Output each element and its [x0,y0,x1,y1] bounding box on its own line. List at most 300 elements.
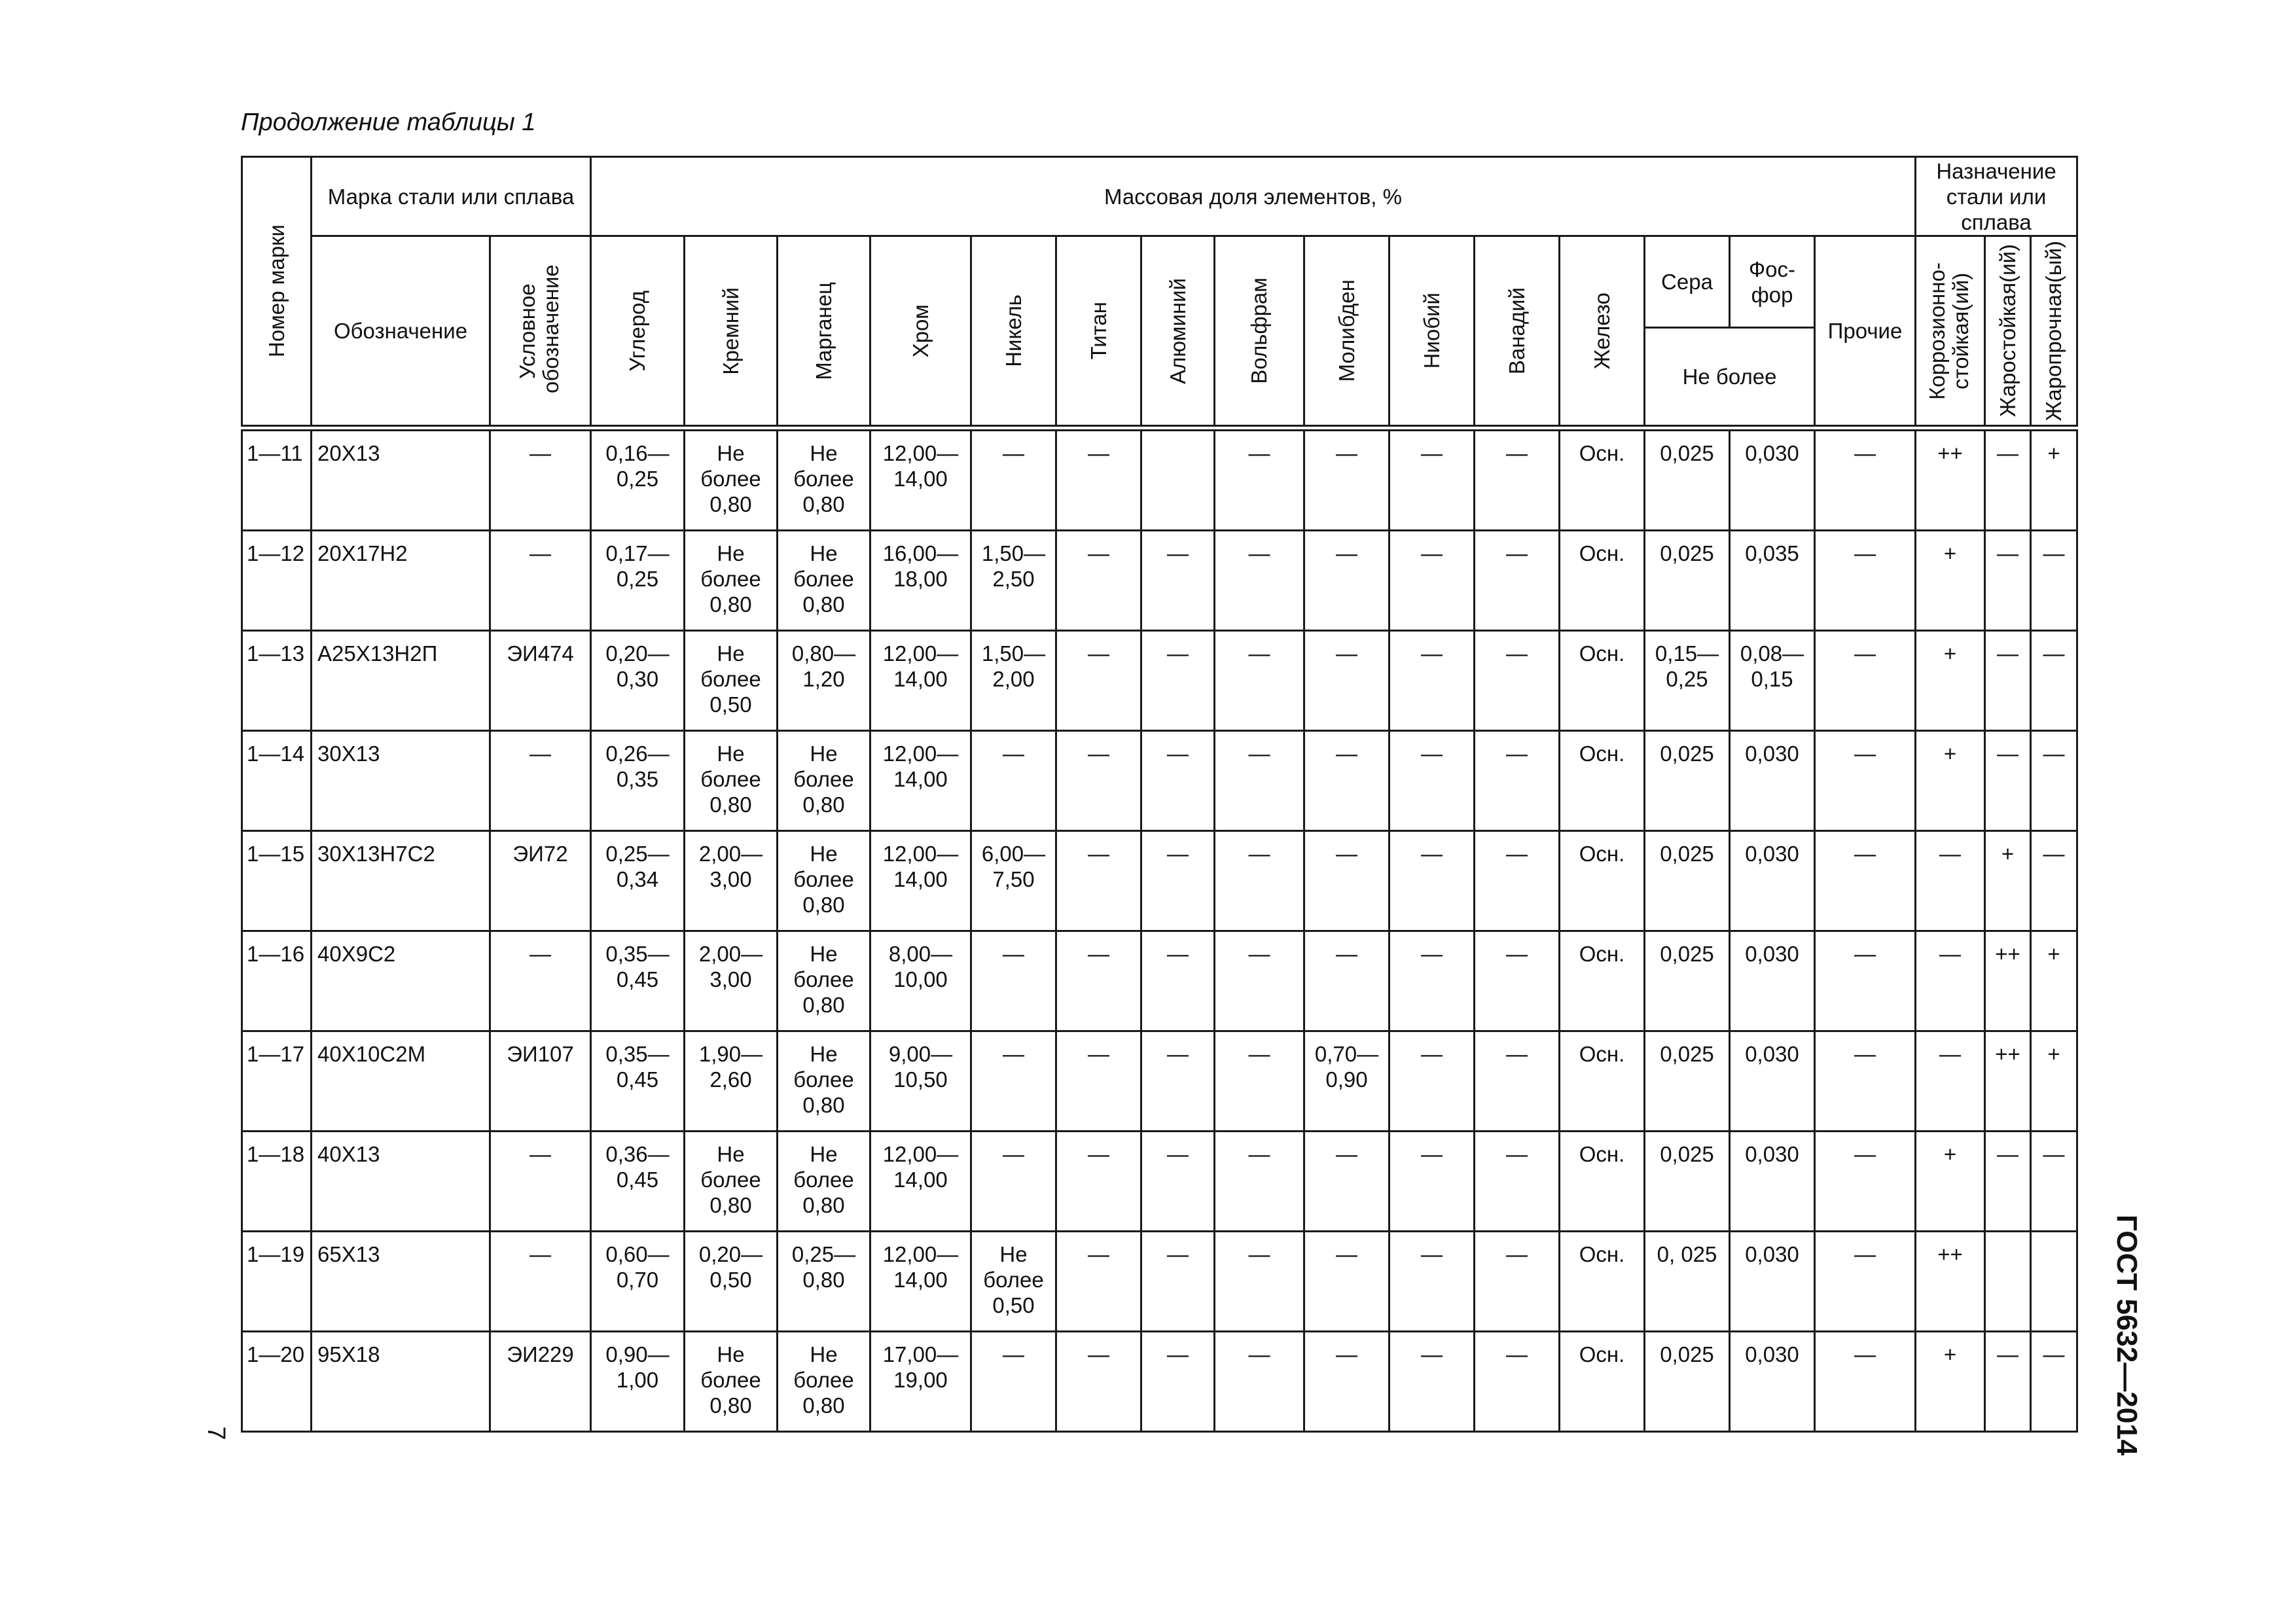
cell-iron: Осн. [1560,531,1645,631]
cell-nickel-line: 7,50 [992,867,1035,891]
cell-chromium-line: 12,00— [882,1142,959,1166]
cell-carbon-line: 0,45 [616,967,659,991]
cell-silicon [685,731,778,831]
cell-silicon-line: 0,80 [709,1393,752,1418]
cell-carbon-line: 0,70 [616,1268,659,1292]
cell-silicon-line: 0,80 [709,592,752,616]
cell-nickel [971,831,1056,931]
cell-silicon-line: более [700,667,761,691]
cell-carbon [591,1232,685,1332]
cell-aluminium: — [1141,931,1215,1031]
cell-molybdenum: — [1304,631,1390,731]
cell-tungsten: — [1215,1031,1304,1132]
cell-niobium: — [1390,1332,1475,1432]
cell-corrosion: — [1916,931,1985,1031]
cell-carbon [591,931,685,1031]
cell-tungsten: — [1215,431,1304,531]
cell-niobium: — [1390,1132,1475,1232]
cell-tungsten: — [1215,831,1304,931]
cell-titanium: — [1056,531,1141,631]
cell-conventional: ЭИ474 [490,631,591,731]
cell-tungsten: — [1215,1132,1304,1232]
cell-niobium: — [1390,631,1475,731]
cell-manganese-line: Не [810,441,838,465]
cell-corrosion: + [1916,1332,1985,1432]
cell-nickel [971,531,1056,631]
cell-molybdenum-line: 0,90 [1325,1067,1368,1092]
cell-other: — [1815,831,1916,931]
cell-manganese-line: более [793,867,854,891]
cell-other: — [1815,631,1916,731]
cell-phosphorus [1730,1132,1815,1232]
cell-chromium [870,1031,971,1132]
cell-aluminium [1141,431,1215,531]
cell-chromium [870,931,971,1031]
cell-tungsten: — [1215,1232,1304,1332]
header-chromium: Хром [870,236,971,426]
header-purpose: Назначение стали или сплава [1916,157,2077,236]
cell-phosphorus-line: 0,030 [1745,1042,1799,1066]
header-heat-resistant: Жаростойкая(ий) [1985,236,2031,426]
cell-manganese-line: Не [810,942,838,966]
cell-heat-strong: — [2031,731,2077,831]
cell-nickel-line: 1,50— [981,541,1046,565]
cell-molybdenum: — [1304,1332,1390,1432]
cell-heat-strong: + [2031,1031,2077,1132]
cell-carbon-line: 0,17— [605,541,670,565]
cell-carbon-line: 0,60— [605,1242,670,1266]
cell-silicon-line: 3,00 [709,967,752,991]
header-nickel: Никель [971,236,1056,426]
cell-niobium: — [1390,1232,1475,1332]
header-phosphorus: Фос-фор [1730,236,1815,328]
cell-aluminium: — [1141,731,1215,831]
cell-conventional: — [490,1232,591,1332]
cell-sulfur [1645,931,1730,1031]
cell-carbon-line: 1,00 [616,1368,659,1392]
cell-phosphorus-line: 0,030 [1745,741,1799,766]
cell-conventional: — [490,531,591,631]
cell-other: — [1815,531,1916,631]
header-manganese: Марганец [778,236,870,426]
cell-iron: Осн. [1560,731,1645,831]
cell-carbon-line: 0,25 [616,567,659,591]
header-niobium: Ниобий [1390,236,1475,426]
cell-nickel-line: 1,50— [981,641,1046,666]
cell-phosphorus [1730,831,1815,931]
cell-manganese-line: 0,80 [802,492,845,516]
header-vanadium: Ванадий [1475,236,1560,426]
cell-designation: 30Х13 [312,731,490,831]
cell-chromium-line: 8,00— [888,942,953,966]
cell-manganese [778,431,870,531]
cell-conventional: — [490,1132,591,1232]
cell-nickel-line: 6,00— [981,842,1046,866]
cell-corrosion: + [1916,731,1985,831]
cell-manganese-line: 0,80 [802,1193,845,1217]
cell-designation: 40Х13 [312,1132,490,1232]
cell-nickel [971,1232,1056,1332]
cell-number: 1—17 [242,1031,312,1132]
cell-heat-resistant: — [1985,1132,2031,1232]
cell-carbon [591,731,685,831]
cell-vanadium: — [1475,431,1560,531]
cell-vanadium: — [1475,1332,1560,1432]
cell-manganese [778,1031,870,1132]
header-designation: Обозначение [312,236,490,426]
cell-designation: 20Х17Н2 [312,531,490,631]
cell-manganese-line: Не [810,842,838,866]
cell-conventional: — [490,731,591,831]
cell-manganese-line: 0,25— [791,1242,856,1266]
table-row [242,1132,2077,1232]
cell-sulfur-line: 0,025 [1660,842,1714,866]
cell-number: 1—19 [242,1232,312,1332]
cell-heat-strong: + [2031,931,2077,1031]
cell-other: — [1815,1232,1916,1332]
cell-chromium-line: 14,00 [893,1168,948,1192]
cell-chromium-line: 14,00 [893,767,948,791]
cell-titanium: — [1056,831,1141,931]
cell-silicon-line: 0,50 [709,692,752,717]
cell-corrosion: — [1916,1031,1985,1132]
cell-silicon-line: 1,90— [698,1042,763,1066]
cell-sulfur-line: 0,025 [1660,1342,1714,1366]
cell-iron: Осн. [1560,1031,1645,1132]
cell-designation: 95Х18 [312,1332,490,1432]
cell-carbon [591,631,685,731]
cell-aluminium: — [1141,1031,1215,1132]
cell-phosphorus-line: 0,030 [1745,842,1799,866]
cell-phosphorus-line: 0,08— [1740,641,1804,666]
cell-carbon-line: 0,35 [616,767,659,791]
cell-chromium-line: 10,50 [893,1067,948,1092]
cell-silicon-line: Не [717,641,745,666]
cell-iron: Осн. [1560,831,1645,931]
cell-chromium-line: 14,00 [893,467,948,491]
cell-carbon [591,831,685,931]
header-carbon: Углерод [591,236,685,426]
table-row [242,731,2077,831]
cell-heat-resistant: — [1985,531,2031,631]
cell-silicon [685,1332,778,1432]
cell-nickel-line: — [1003,1142,1024,1166]
cell-nickel-line: — [1003,441,1024,465]
cell-silicon-line: 0,80 [709,492,752,516]
cell-manganese [778,1332,870,1432]
cell-silicon-line: Не [717,441,745,465]
cell-phosphorus-line: 0,15 [1751,667,1793,691]
cell-heat-strong: — [2031,531,2077,631]
cell-sulfur-line: 0,025 [1660,741,1714,766]
cell-silicon-line: Не [717,741,745,766]
cell-niobium: — [1390,1031,1475,1132]
cell-heat-resistant: + [1985,831,2031,931]
cell-chromium [870,531,971,631]
cell-nickel-line: 2,00 [992,667,1035,691]
cell-heat-strong: — [2031,631,2077,731]
cell-chromium-line: 14,00 [893,667,948,691]
cell-nickel [971,931,1056,1031]
cell-carbon-line: 0,20— [605,641,670,666]
cell-molybdenum: — [1304,1232,1390,1332]
cell-vanadium: — [1475,1031,1560,1132]
cell-silicon [685,1232,778,1332]
cell-corrosion: ++ [1916,1232,1985,1332]
cell-chromium-line: 16,00— [882,541,959,565]
cell-nickel [971,631,1056,731]
cell-nickel-line: — [1003,741,1024,766]
cell-aluminium: — [1141,1132,1215,1232]
cell-molybdenum: — [1304,1132,1390,1232]
cell-chromium-line: 12,00— [882,842,959,866]
cell-designation: 65Х13 [312,1232,490,1332]
cell-phosphorus-line: 0,035 [1745,541,1799,565]
cell-manganese [778,931,870,1031]
cell-other: — [1815,731,1916,831]
cell-carbon-line: 0,35— [605,1042,670,1066]
cell-sulfur-line: 0,025 [1660,1042,1714,1066]
cell-designation: А25Х13Н2П [312,631,490,731]
cell-silicon [685,431,778,531]
cell-corrosion: + [1916,631,1985,731]
header-not-more: Не более [1645,328,1815,426]
cell-corrosion: — [1916,831,1985,931]
cell-molybdenum: — [1304,931,1390,1031]
cell-silicon-line: Не [717,1142,745,1166]
cell-titanium: — [1056,431,1141,531]
cell-vanadium: — [1475,731,1560,831]
cell-number: 1—20 [242,1332,312,1432]
cell-vanadium: — [1475,631,1560,731]
cell-number: 1—18 [242,1132,312,1232]
cell-conventional: ЭИ107 [490,1031,591,1132]
cell-chromium-line: 14,00 [893,1268,948,1292]
table-header [242,157,2077,426]
cell-manganese-line: 0,80— [791,641,856,666]
cell-carbon [591,1332,685,1432]
header-titanium: Титан [1056,236,1141,426]
cell-corrosion: + [1916,1132,1985,1232]
cell-aluminium: — [1141,1332,1215,1432]
cell-number: 1—13 [242,631,312,731]
cell-chromium [870,1132,971,1232]
cell-phosphorus [1730,931,1815,1031]
cell-vanadium: — [1475,531,1560,631]
cell-other: — [1815,1332,1916,1432]
cell-sulfur [1645,1031,1730,1132]
cell-silicon-line: более [700,1168,761,1192]
cell-phosphorus-line: 0,030 [1745,1242,1799,1266]
cell-manganese-line: 0,80 [802,793,845,817]
cell-sulfur [1645,831,1730,931]
cell-number: 1—15 [242,831,312,931]
document-code: ГОСТ 5632—2014 [2111,1214,2143,1456]
cell-vanadium: — [1475,831,1560,931]
cell-manganese-line: 1,20 [802,667,845,691]
cell-designation: 20Х13 [312,431,490,531]
cell-titanium: — [1056,631,1141,731]
cell-chromium-line: 12,00— [882,741,959,766]
cell-manganese-line: Не [810,1342,838,1366]
table-row [242,831,2077,931]
cell-molybdenum: — [1304,431,1390,531]
cell-molybdenum-line: 0,70— [1314,1042,1379,1066]
cell-silicon-line: 0,50 [709,1268,752,1292]
cell-phosphorus-line: 0,030 [1745,1142,1799,1166]
cell-chromium [870,731,971,831]
cell-tungsten: — [1215,931,1304,1031]
cell-number: 1—12 [242,531,312,631]
cell-silicon-line: 2,00— [698,842,763,866]
cell-phosphorus-line: 0,030 [1745,441,1799,465]
table-row [242,931,2077,1031]
cell-phosphorus-line: 0,030 [1745,942,1799,966]
cell-sulfur [1645,631,1730,731]
header-heat-strong: Жаропрочная(ый) [2031,236,2077,426]
cell-heat-strong: — [2031,831,2077,931]
cell-heat-resistant [1985,1232,2031,1332]
cell-corrosion: + [1916,531,1985,631]
cell-manganese-line: более [793,767,854,791]
cell-carbon-line: 0,25— [605,842,670,866]
header-separator [242,426,2077,431]
header-iron: Железо [1560,236,1645,426]
cell-nickel [971,1031,1056,1132]
cell-manganese-line: более [793,467,854,491]
cell-number: 1—11 [242,431,312,531]
composition-table [241,156,2078,1433]
cell-sulfur [1645,731,1730,831]
cell-tungsten: — [1215,531,1304,631]
cell-silicon-line: 0,80 [709,793,752,817]
cell-manganese-line: 0,80 [802,1393,845,1418]
cell-heat-resistant: — [1985,731,2031,831]
cell-carbon-line: 0,45 [616,1067,659,1092]
cell-iron: Осн. [1560,1332,1645,1432]
cell-carbon [591,531,685,631]
cell-conventional: — [490,431,591,531]
cell-aluminium: — [1141,631,1215,731]
cell-tungsten: — [1215,731,1304,831]
cell-number: 1—14 [242,731,312,831]
cell-silicon-line: 0,80 [709,1193,752,1217]
cell-heat-resistant: — [1985,431,2031,531]
cell-nickel-line: — [1003,1042,1024,1066]
cell-molybdenum: — [1304,831,1390,931]
cell-vanadium: — [1475,931,1560,1031]
cell-titanium: — [1056,931,1141,1031]
cell-niobium: — [1390,931,1475,1031]
table-row [242,631,2077,731]
cell-silicon [685,1132,778,1232]
cell-chromium-line: 9,00— [888,1042,953,1066]
cell-carbon-line: 0,16— [605,441,670,465]
cell-manganese [778,631,870,731]
cell-tungsten: — [1215,631,1304,731]
cell-chromium-line: 12,00— [882,641,959,666]
cell-designation: 40Х9С2 [312,931,490,1031]
cell-phosphorus [1730,731,1815,831]
cell-conventional: ЭИ229 [490,1332,591,1432]
cell-other: — [1815,431,1916,531]
header-other: Прочие [1815,236,1916,426]
cell-phosphorus [1730,1031,1815,1132]
header-conventional: Условное обозначение [490,236,591,426]
cell-sulfur [1645,531,1730,631]
cell-nickel-line: более [983,1268,1044,1292]
cell-manganese-line: 0,80 [802,1268,845,1292]
header-tungsten: Вольфрам [1215,236,1304,426]
cell-manganese-line: Не [810,1042,838,1066]
table-row [242,1332,2077,1432]
cell-niobium: — [1390,531,1475,631]
cell-chromium-line: 12,00— [882,1242,959,1266]
cell-heat-strong: + [2031,431,2077,531]
cell-carbon [591,1031,685,1132]
cell-heat-strong [2031,1232,2077,1332]
cell-designation: 40Х10С2М [312,1031,490,1132]
cell-tungsten: — [1215,1332,1304,1432]
cell-phosphorus-line: 0,030 [1745,1342,1799,1366]
cell-chromium-line: 18,00 [893,567,948,591]
cell-manganese-line: более [793,1168,854,1192]
cell-conventional: ЭИ72 [490,831,591,931]
cell-chromium [870,431,971,531]
cell-sulfur-line: 0, 025 [1657,1242,1717,1266]
cell-manganese [778,1132,870,1232]
cell-manganese-line: более [793,1368,854,1392]
cell-silicon-line: 3,00 [709,867,752,891]
cell-manganese-line: 0,80 [802,592,845,616]
cell-manganese-line: более [793,1067,854,1092]
cell-silicon [685,931,778,1031]
cell-manganese-line: Не [810,741,838,766]
cell-nickel [971,731,1056,831]
cell-sulfur [1645,431,1730,531]
cell-molybdenum [1304,1031,1390,1132]
cell-manganese-line: более [793,967,854,991]
cell-manganese [778,1232,870,1332]
cell-sulfur-line: 0,025 [1660,942,1714,966]
cell-manganese-line: Не [810,541,838,565]
cell-carbon-line: 0,34 [616,867,659,891]
cell-carbon-line: 0,30 [616,667,659,691]
cell-heat-resistant: ++ [1985,931,2031,1031]
cell-other: — [1815,931,1916,1031]
cell-carbon-line: 0,25 [616,467,659,491]
cell-manganese [778,731,870,831]
cell-carbon-line: 0,90— [605,1342,670,1366]
cell-iron: Осн. [1560,631,1645,731]
cell-number: 1—16 [242,931,312,1031]
cell-titanium: — [1056,731,1141,831]
cell-sulfur-line: 0,025 [1660,541,1714,565]
cell-silicon-line: более [700,1368,761,1392]
cell-aluminium: — [1141,1232,1215,1332]
cell-niobium: — [1390,431,1475,531]
cell-molybdenum: — [1304,731,1390,831]
table-caption: Продолжение таблицы 1 [241,109,536,136]
cell-nickel [971,1332,1056,1432]
cell-conventional: — [490,931,591,1031]
cell-manganese-line: 0,80 [802,1093,845,1117]
cell-titanium: — [1056,1031,1141,1132]
cell-silicon-line: более [700,767,761,791]
cell-sulfur [1645,1232,1730,1332]
cell-nickel-line: — [1003,942,1024,966]
header-corrosion: Коррозионно-стойкая(ий) [1916,236,1985,426]
